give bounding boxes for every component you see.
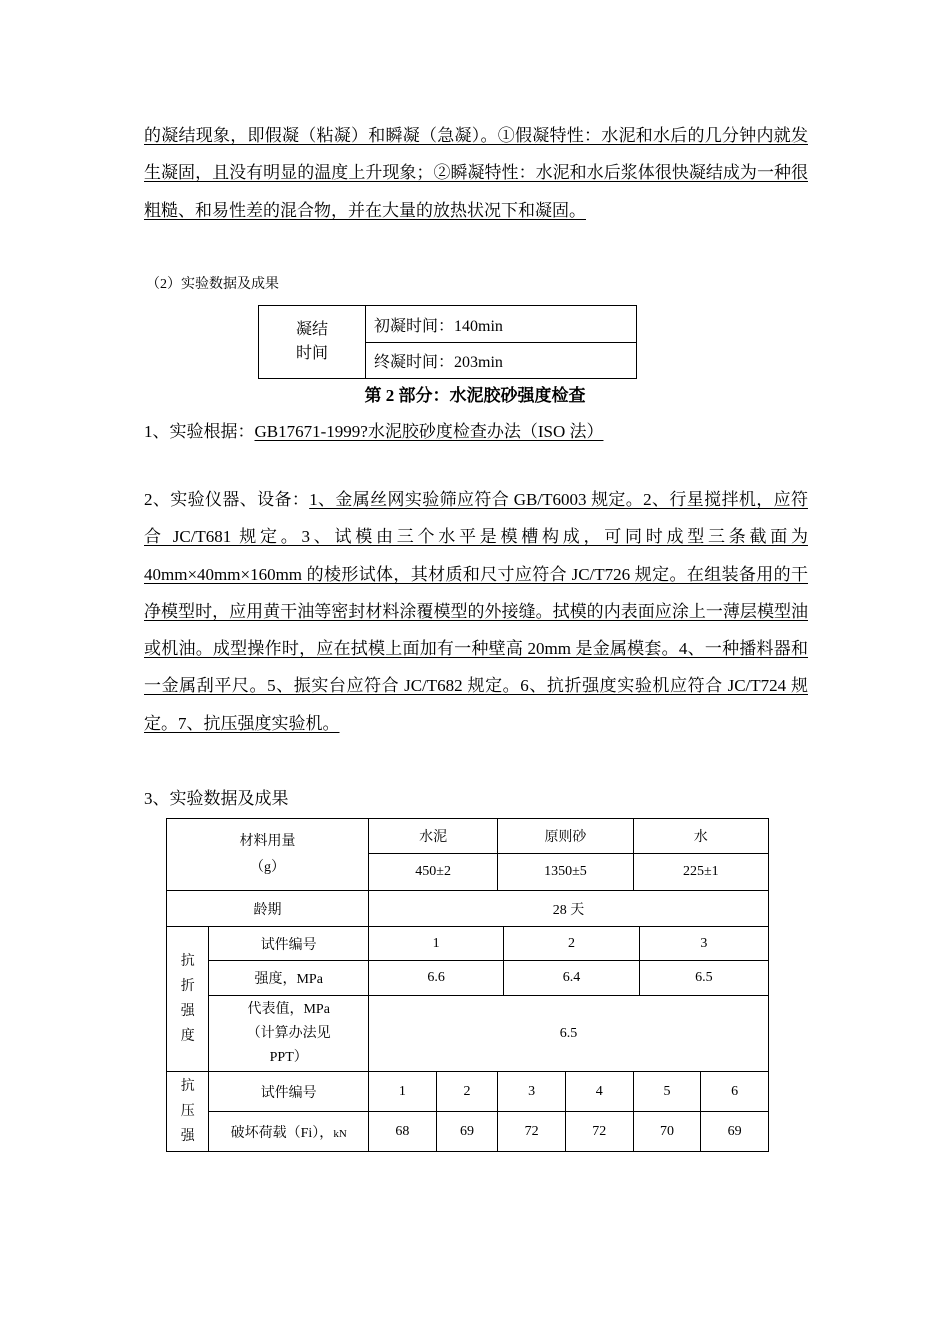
material-usage-title: 材料用量: [239, 833, 296, 849]
flex-char-1: 抗: [180, 954, 195, 969]
amount-sand: 1350±5: [498, 854, 633, 891]
age-label: 龄期: [167, 891, 369, 927]
flex-char-3: 强: [180, 1004, 195, 1019]
representative-value: 6.5: [368, 996, 768, 1072]
load-3: 72: [498, 1112, 566, 1152]
intro-text: 的凝结现象，即假凝（粘凝）和瞬凝（急凝）。①假凝特性：水泥和水后的几分钟内就发生凝固，且没有明显的温度上升现象；②瞬凝特性：水泥和水后浆体很快凝结成为一种很粗糙、和易性差的混合物，并在大量的放热状况下和凝固。: [144, 126, 808, 220]
equipment-text: 1、金属丝网实验筛应符合 GB/T6003 规定。2、行星搅拌机，应符合 JC/T681 规定。3、试模由三个水平是模槽构成，可同时成型三条截面为 40mm×40mm×160mm 的棱形试体，其材质和尺寸应符合 JC/T726 规定。在组装备用的干净模型时，应用黄干油等密封材料涂覆模型的外接缝。拭模的内表面应涂上一薄层模型油或机油。成型操作时，应在拭模上面加有一种壁高 20mm 是金属模套。4、一种播料器和一金属刮平尺。5、振实台应符合 JC/T682 规定。6、抗折强度实验机应符合 JC/T724 规定。7、抗压强度实验机。: [144, 490, 808, 733]
comp-specimen-1: 1: [368, 1072, 436, 1112]
failure-load-label: [209, 1112, 369, 1152]
comp-specimen-3: 3: [498, 1072, 566, 1112]
load-2: 69: [436, 1112, 498, 1152]
flex-specimen-1: 1: [368, 927, 503, 961]
equipment-paragraph: [144, 481, 808, 742]
material-usage-label: [167, 819, 369, 891]
age-value: 28 天: [368, 891, 768, 927]
setting-time-label: 凝结 时间: [259, 306, 366, 379]
material-usage-unit: （g）: [249, 859, 285, 875]
test-basis-prefix: 1、实验根据：: [144, 422, 255, 441]
flex-strength-2: 6.4: [504, 961, 639, 996]
compressive-strength-label: [167, 1072, 209, 1152]
flex-strength-1: 6.6: [368, 961, 503, 996]
failure-load-text: 破坏荷载（Fi），: [230, 1125, 334, 1141]
test-basis-standard: GB17671-1999?水泥胶砂度检查办法（ISO 法）: [254, 422, 604, 441]
load-1: 68: [368, 1112, 436, 1152]
flex-char-4: 度: [180, 1029, 195, 1044]
rep-label-line-2: （计算办法见: [246, 1025, 331, 1041]
setting-time-table: [258, 305, 637, 379]
equipment-prefix: 2、实验仪器、设备：: [144, 490, 310, 509]
comp-char-3: 强: [180, 1129, 195, 1144]
representative-value-label: [209, 996, 369, 1072]
load-5: 70: [633, 1112, 701, 1152]
failure-load-unit: kN: [333, 1127, 347, 1140]
rep-label-line-1: 代表值，MPa: [247, 1001, 330, 1017]
col-water: 水: [633, 819, 768, 854]
flex-specimen-label: 试件编号: [209, 927, 369, 961]
flex-specimen-3: 3: [639, 927, 768, 961]
flex-specimen-2: 2: [504, 927, 639, 961]
results-title: 3、实验数据及成果: [144, 789, 289, 808]
section-subtitle: （2）实验数据及成果: [146, 277, 279, 292]
amount-cement: 450±2: [368, 854, 497, 891]
comp-specimen-2: 2: [436, 1072, 498, 1112]
initial-setting-time: 初凝时间：140min: [366, 306, 637, 343]
flex-char-2: 折: [180, 979, 195, 994]
load-4: 72: [565, 1112, 633, 1152]
col-cement: 水泥: [368, 819, 497, 854]
flex-strength-label: 强度，MPa: [209, 961, 369, 996]
rep-label-line-3: PPT）: [269, 1049, 308, 1065]
comp-specimen-6: 6: [701, 1072, 769, 1112]
intro-paragraph: [144, 117, 808, 229]
load-6: 69: [701, 1112, 769, 1152]
part2-title: 第 2 部分：水泥胶砂强度检查: [364, 386, 586, 405]
col-standard-sand: 原则砂: [498, 819, 633, 854]
comp-char-1: 抗: [180, 1079, 195, 1094]
comp-specimen-label: 试件编号: [209, 1072, 369, 1112]
comp-char-2: 压: [180, 1104, 195, 1119]
test-basis: [144, 417, 603, 442]
amount-water: 225±1: [633, 854, 768, 891]
comp-specimen-5: 5: [633, 1072, 701, 1112]
mortar-strength-table: [166, 818, 769, 1152]
comp-specimen-4: 4: [565, 1072, 633, 1112]
final-setting-time: 终凝时间：203min: [366, 343, 637, 379]
flex-strength-3: 6.5: [639, 961, 768, 996]
flexural-strength-label: [167, 927, 209, 1072]
